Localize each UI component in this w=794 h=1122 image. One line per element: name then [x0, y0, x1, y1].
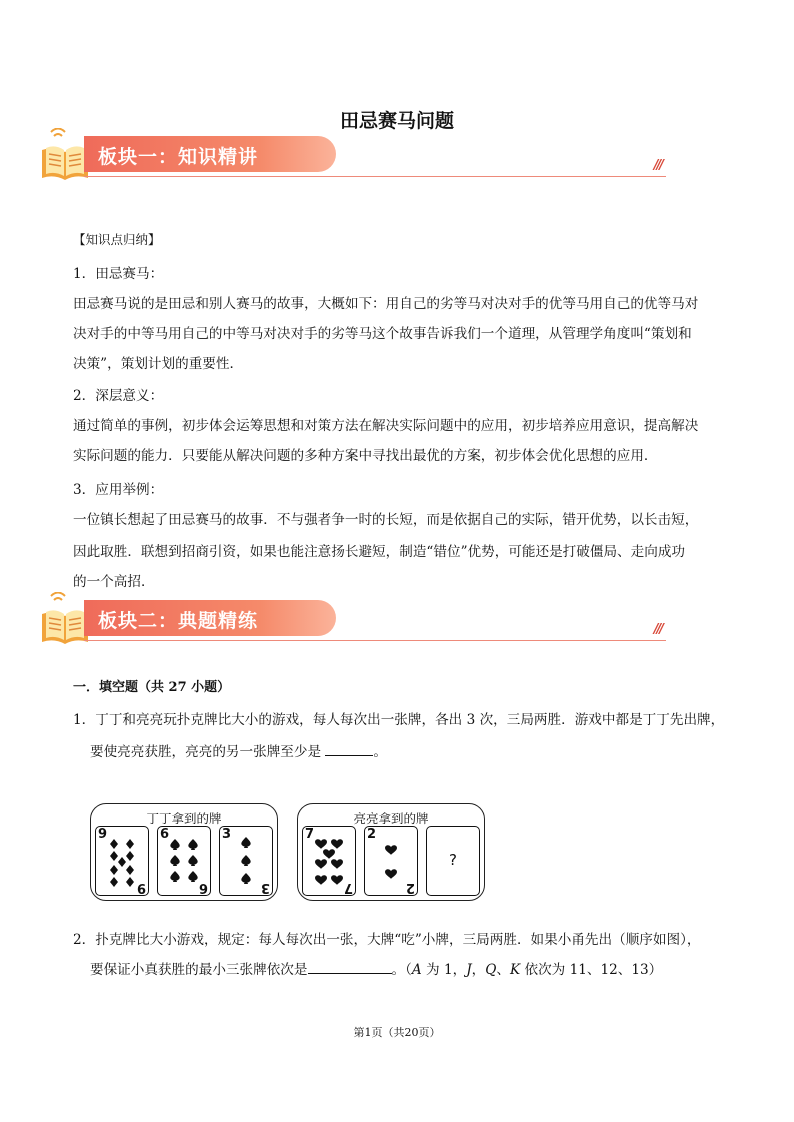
knowledge-heading: 【知识点归纳】 — [73, 232, 161, 247]
section-mark: /// — [653, 158, 662, 173]
section-banner-1 — [40, 128, 666, 188]
point-1-text: 决策”，策划计划的重要性． — [73, 356, 244, 372]
question-1-text: 1．丁丁和亮亮玩扑克牌比大小的游戏，每人每次出一张牌，各出 3 次，三局两胜．游戏中都是丁丁先出牌， — [73, 712, 725, 728]
section-banner-2 — [40, 592, 666, 652]
note-text: 依次为 11、12、13） — [520, 962, 663, 978]
playing-card — [95, 826, 149, 896]
dingding-cards-panel — [90, 803, 278, 901]
note-text: ， — [471, 962, 486, 978]
card-rank: 9 — [136, 880, 146, 895]
card-rank: 3 — [222, 827, 232, 842]
var-a: A — [411, 962, 422, 978]
card-rank: 2 — [367, 827, 377, 842]
divider — [84, 176, 666, 177]
question-1-text — [90, 740, 387, 760]
playing-card — [364, 826, 418, 896]
section-title: 板块二：典题精练 — [98, 610, 259, 632]
question-section-heading: 一．填空题（共 27 小题） — [73, 680, 231, 695]
panel-label: 亮亮拿到的牌 — [353, 811, 429, 826]
point-1-text: 决对手的中等马用自己的中等马对决对手的劣等马这个故事告诉我们一个道理，从管理学角度叫“策划和 — [73, 326, 692, 342]
question-2-prompt: 要保证小真获胜的最小三张牌依次是 — [90, 962, 308, 978]
point-3-title: 3．应用举例： — [73, 482, 164, 498]
card-rank: 7 — [305, 827, 315, 842]
point-2-text: 通过简单的事例，初步体会运筹思想和对策方法在解决实际问题中的应用，初步培养应用意识，提高解决 — [73, 418, 699, 434]
playing-card — [157, 826, 211, 896]
question-2-text: 2．扑克牌比大小游戏，规定：每人每次出一张，大牌“吃”小牌，三局两胜．如果小甬先出（顺序如图）， — [73, 932, 701, 948]
question-1-punct: 。 — [373, 744, 388, 760]
question-1-prompt: 要使亮亮获胜，亮亮的另一张牌至少是 — [90, 744, 326, 760]
note-text: 为 1， — [421, 962, 467, 978]
var-q: Q — [485, 962, 497, 978]
liangliang-cards-panel — [297, 803, 485, 901]
question-2-text — [90, 958, 662, 978]
card-rank: 2 — [405, 880, 415, 895]
unknown-card-mark: ? — [449, 851, 457, 869]
playing-card — [219, 826, 273, 896]
point-2-title: 2．深层意义： — [73, 388, 164, 404]
section-title: 板块一：知识精讲 — [98, 146, 259, 168]
answer-blank[interactable] — [325, 741, 373, 756]
point-1-title: 1．田忌赛马： — [73, 266, 164, 282]
card-rank: 7 — [343, 880, 353, 895]
playing-card — [302, 826, 356, 896]
divider — [84, 640, 666, 641]
note-text: 、 — [496, 962, 510, 978]
point-3-text: 的一个高招． — [73, 574, 155, 590]
point-3-text: 因此取胜．联想到招商引资，如果也能注意扬长避短，制造“错位”优势，可能还是打破僵局、走向成功 — [73, 544, 686, 560]
var-k: K — [510, 962, 521, 978]
page-footer: 第1页（共20页） — [353, 1026, 441, 1039]
point-1-text: 田忌赛马说的是田忌和别人赛马的故事，大概如下：用自己的劣等马对决对手的优等马用自己的优等马对 — [73, 296, 699, 312]
point-3-text: 一位镇长想起了田忌赛马的故事．不与强者争一时的长短，而是依据自己的实际，错开优势，以长击短， — [73, 512, 699, 528]
answer-blank[interactable] — [308, 959, 392, 974]
section-mark: /// — [653, 622, 662, 637]
card-rank: 3 — [260, 880, 270, 895]
book-icon — [40, 128, 90, 184]
point-2-text: 实际问题的能力．只要能从解决问题的多种方案中寻找出最优的方案，初步体会优化思想的应用． — [73, 448, 658, 464]
unknown-card — [426, 826, 480, 896]
card-rank: 6 — [160, 827, 170, 842]
page-title: 田忌赛马问题 — [339, 110, 454, 132]
book-icon — [40, 592, 90, 648]
question-2-note: 。（ — [391, 962, 412, 978]
card-rank: 6 — [198, 880, 208, 895]
card-rank: 9 — [98, 827, 108, 842]
var-j: J — [466, 962, 472, 978]
panel-label: 丁丁拿到的牌 — [146, 811, 222, 826]
